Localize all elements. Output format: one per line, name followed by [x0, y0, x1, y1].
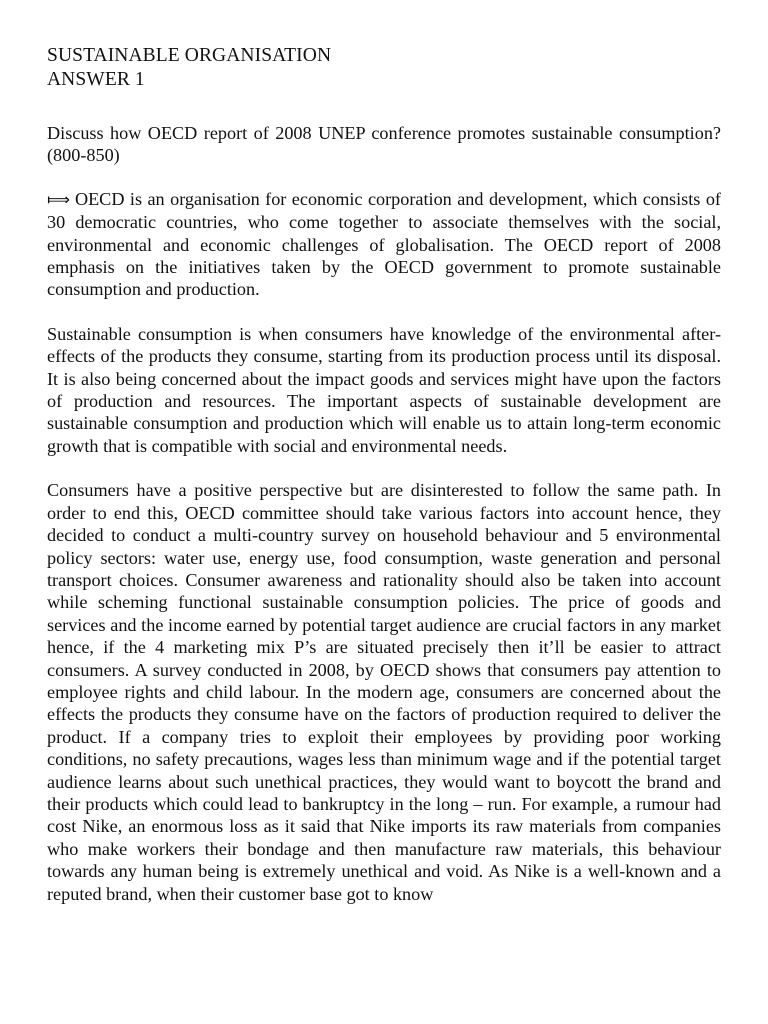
paragraph-1-text: OECD is an organisation for economic corporation and development, which consists of 30 democratic countries, who come together to associate themselves with the social, environmental and economic challenges of globalisation. The OECD report of 2008 emphasis on the initiatives taken by the OECD government to promote sustainable consumption and production. [47, 188, 721, 300]
paragraph-2: Sustainable consumption is when consumers have knowledge of the environmental after-effects of the products they consume, starting from its production process until its disposal. It is also being concerned about the impact goods and services might have upon the factors of production and resources. The important aspects of sustainable development are sustainable consumption and production which will enable us to attain long-term economic growth that is compatible with social and environmental needs. [47, 323, 721, 456]
document-subtitle: ANSWER 1 [47, 69, 145, 90]
arrow-icon: ⟾ [47, 189, 69, 209]
paragraph-1 [47, 188, 721, 301]
heading-block [47, 44, 721, 92]
document-title: SUSTAINABLE ORGANISATION [47, 45, 332, 66]
question-text: Discuss how OECD report of 2008 UNEP conference promotes sustainable consumption? (800-850) [47, 123, 721, 166]
paragraph-3: Consumers have a positive perspective but are disinterested to follow the same path. In order to end this, OECD committee should take various factors into account hence, they decided to conduct a multi-country survey on household behaviour and 5 environmental policy sectors: water use, energy use, food consumption, waste generation and personal transport choices. Consumer awareness and rationality should also be taken into account while scheming functional sustainable consumption policies. The price of goods and services and the income earned by potential target audience are crucial factors in any market hence, if the 4 marketing mix P’s are situated precisely then it’ll be easier to attract consumers. A survey conducted in 2008, by OECD shows that consumers pay attention to employee rights and child labour. In the modern age, consumers are concerned about the effects the products they consume have on the factors of production required to deliver the product. If a company tries to exploit their employees by providing poor working conditions, no safety precautions, wages less than minimum wage and if the potential target audience learns about such unethical practices, they would want to boycott the brand and their products which could lead to bankruptcy in the long – run. For example, a rumour had cost Nike, an enormous loss as it said that Nike imports its raw materials from companies who make workers their bondage and then manufacture raw materials, this behaviour towards any human being is extremely unethical and void. As Nike is a well-known and a reputed brand, when their customer base got to know [47, 480, 721, 904]
document-page [47, 44, 721, 927]
